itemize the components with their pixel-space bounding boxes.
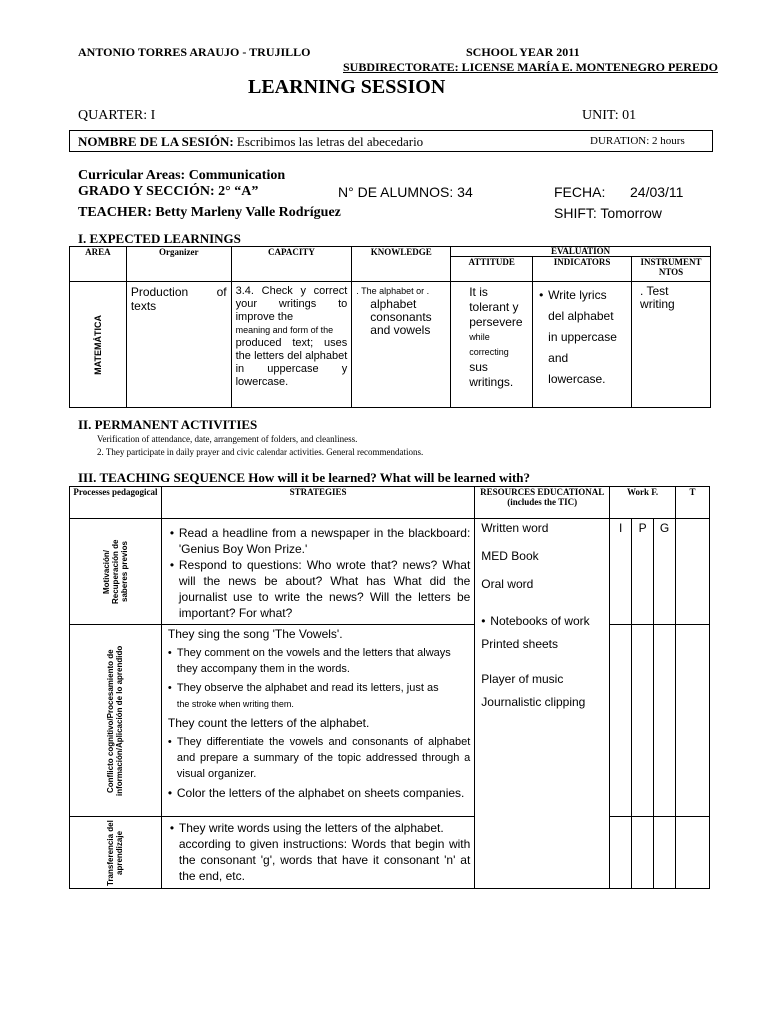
phase-1-label: Motivación/ Recuperación de saberes previos bbox=[101, 539, 129, 604]
header-work: Work F. bbox=[610, 487, 676, 519]
resource-3: Oral word bbox=[481, 577, 534, 591]
resource-4: • Notebooks of work bbox=[481, 607, 603, 635]
work-g-2 bbox=[654, 625, 676, 817]
work-p: P bbox=[632, 519, 654, 625]
work-g-3 bbox=[654, 817, 676, 889]
attitude-line-2: while correcting bbox=[469, 332, 509, 357]
phase-3-strategies bbox=[161, 817, 474, 889]
header-instruments: INSTRUMENT NTOS bbox=[632, 257, 711, 282]
phase-2-strategies bbox=[161, 625, 474, 817]
t-cell-1 bbox=[676, 519, 710, 625]
capacity-line-2: meaning and form of the bbox=[235, 325, 334, 335]
phase-1-strategies bbox=[161, 519, 474, 625]
t-cell-3 bbox=[676, 817, 710, 889]
work-p-2 bbox=[632, 625, 654, 817]
phase-2-strategy-1: • They comment on the vowels and the letters that always they accompany them in the words. bbox=[168, 645, 470, 677]
instrument-cell: . Test writing bbox=[632, 282, 711, 408]
phase-2-strategy-5: • Color the letters of the alphabet on sheets companies. bbox=[168, 785, 470, 801]
work-i-2 bbox=[610, 625, 632, 817]
attitude-cell bbox=[451, 282, 533, 408]
resource-1: Written word bbox=[481, 521, 549, 535]
quarter: QUARTER: I bbox=[78, 108, 156, 123]
school-year: SCHOOL YEAR 2011 bbox=[466, 45, 580, 59]
school-name: ANTONIO TORRES ARAUJO - TRUJILLO bbox=[78, 45, 311, 59]
capacity-cell bbox=[231, 282, 352, 408]
teaching-sequence-title: III. TEACHING SEQUENCE How will it be learned? What will be learned with? bbox=[78, 470, 531, 485]
phase-1-strategy-1: • Read a headline from a newspaper in the blackboard: 'Genius Boy Won Prize.' bbox=[170, 525, 470, 557]
area-label: MATEMÁTICA bbox=[92, 314, 103, 375]
header-knowledge: KNOWLEDGE bbox=[352, 247, 451, 282]
permanent-line-2: 2. They participate in daily prayer and civic calendar activities. General recommendations. bbox=[97, 447, 424, 457]
work-i: I bbox=[610, 519, 632, 625]
permanent-line-1: Verification of attendance, date, arrangement of folders, and cleanliness. bbox=[97, 434, 358, 444]
phase-3-strategy-1b: according to given instructions: Words that begin with the consonant 'g', words that have it consonant 'n' at the end, etc. bbox=[178, 837, 471, 883]
phase-1-strategy-2: • Respond to questions: Who wrote that? news? What will the news be about? What has What did the journalist use to write the news? Will the letters be important? For what? bbox=[170, 557, 470, 621]
knowledge-cell bbox=[352, 282, 451, 408]
resource-5: Printed sheets bbox=[481, 637, 559, 651]
session-name-label: NOMBRE DE LA SESIÓN: bbox=[78, 134, 234, 149]
header-strategies: STRATEGIES bbox=[161, 487, 474, 519]
resource-2: MED Book bbox=[481, 549, 539, 563]
header-attitude: ATTITUDE bbox=[451, 257, 533, 282]
session-name bbox=[78, 134, 423, 150]
indicator-cell bbox=[533, 282, 632, 408]
unit: UNIT: 01 bbox=[582, 108, 637, 123]
resource-7: Journalistic clipping bbox=[481, 695, 586, 709]
knowledge-line-1: . The alphabet or . bbox=[356, 286, 430, 296]
header-evaluation: EVALUATION bbox=[451, 247, 711, 257]
subdirectorate: SUBDIRECTORATE: LICENSE MARÍA E. MONTENEGRO PEREDO bbox=[343, 60, 718, 74]
phase-2-strategy-4: • They differentiate the vowels and consonants of alphabet and prepare a summary of the topic addressed through a visual organizer. bbox=[168, 734, 470, 782]
header-indicators: INDICATORS bbox=[533, 257, 632, 282]
header-t: T bbox=[676, 487, 710, 519]
knowledge-line-2: alphabet consonants and vowels bbox=[370, 297, 432, 337]
date-label: FECHA: bbox=[554, 184, 606, 200]
permanent-activities-title: II. PERMANENT ACTIVITIES bbox=[78, 417, 258, 432]
session-duration: DURATION: 2 hours bbox=[590, 135, 685, 147]
header-capacity: CAPACITY bbox=[231, 247, 352, 282]
indicator-text: • Write lyrics del alphabet in uppercase and lowercase. bbox=[539, 285, 625, 390]
header-processes: Processes pedagogical bbox=[70, 487, 162, 519]
phase-1-cell bbox=[70, 519, 162, 625]
header-organizer: Organizer bbox=[126, 247, 231, 282]
session-name-value: Escribimos las letras del abecedario bbox=[236, 134, 424, 149]
header-area: AREA bbox=[70, 247, 127, 282]
grade-section: GRADO Y SECCIÓN: 2° “A” bbox=[78, 184, 259, 199]
capacity-line-1: 3.4. Check y correct your writings to improve the bbox=[235, 285, 348, 323]
resource-6: Player of music bbox=[481, 672, 564, 686]
shift: SHIFT: Tomorrow bbox=[554, 205, 662, 221]
phase-3-cell bbox=[70, 817, 162, 889]
organizer-cell: Production of texts bbox=[126, 282, 231, 408]
attitude-line-1: It is tolerant y persevere bbox=[469, 285, 523, 329]
phase-2-strategy-3: They count the letters of the alphabet. bbox=[167, 716, 370, 730]
resources-cell bbox=[475, 519, 610, 889]
attitude-line-3: sus writings. bbox=[469, 360, 514, 389]
curricular-areas: Curricular Areas: Communication bbox=[78, 168, 286, 183]
phase-2-label: Conflicto cognitivo/Procesamiento de información/Aplicación de lo aprendido bbox=[106, 645, 125, 796]
t-cell-2 bbox=[676, 625, 710, 817]
work-i-3 bbox=[610, 817, 632, 889]
page-title: LEARNING SESSION bbox=[248, 76, 446, 98]
area-cell bbox=[70, 282, 127, 408]
phase-2-strategy-2b: the stroke when writing them. bbox=[176, 699, 294, 709]
phase-3-label: Transferencia del aprendizaje bbox=[106, 819, 125, 886]
student-count: N° DE ALUMNOS: 34 bbox=[338, 184, 473, 200]
expected-learnings-title: I. EXPECTED LEARNINGS bbox=[78, 231, 241, 246]
phase-2-cell bbox=[70, 625, 162, 817]
date-value: 24/03/11 bbox=[630, 184, 684, 200]
header-resources: RESOURCES EDUCATIONAL (includes the TIC) bbox=[475, 487, 610, 519]
teaching-sequence-table bbox=[69, 486, 710, 889]
teacher-name: TEACHER: Betty Marleny Valle Rodríguez bbox=[78, 205, 341, 220]
capacity-line-3: produced text; uses the letters del alphabet in uppercase y lowercase. bbox=[235, 337, 348, 388]
work-p-3 bbox=[632, 817, 654, 889]
phase-2-strategy-0: They sing the song 'The Vowels'. bbox=[167, 627, 343, 641]
work-g: G bbox=[654, 519, 676, 625]
phase-2-strategy-2a: • They observe the alphabet and read its letters, just as bbox=[168, 680, 470, 696]
expected-learnings-table bbox=[69, 246, 711, 408]
phase-3-strategy-1a: • They write words using the letters of the alphabet. bbox=[170, 820, 470, 836]
